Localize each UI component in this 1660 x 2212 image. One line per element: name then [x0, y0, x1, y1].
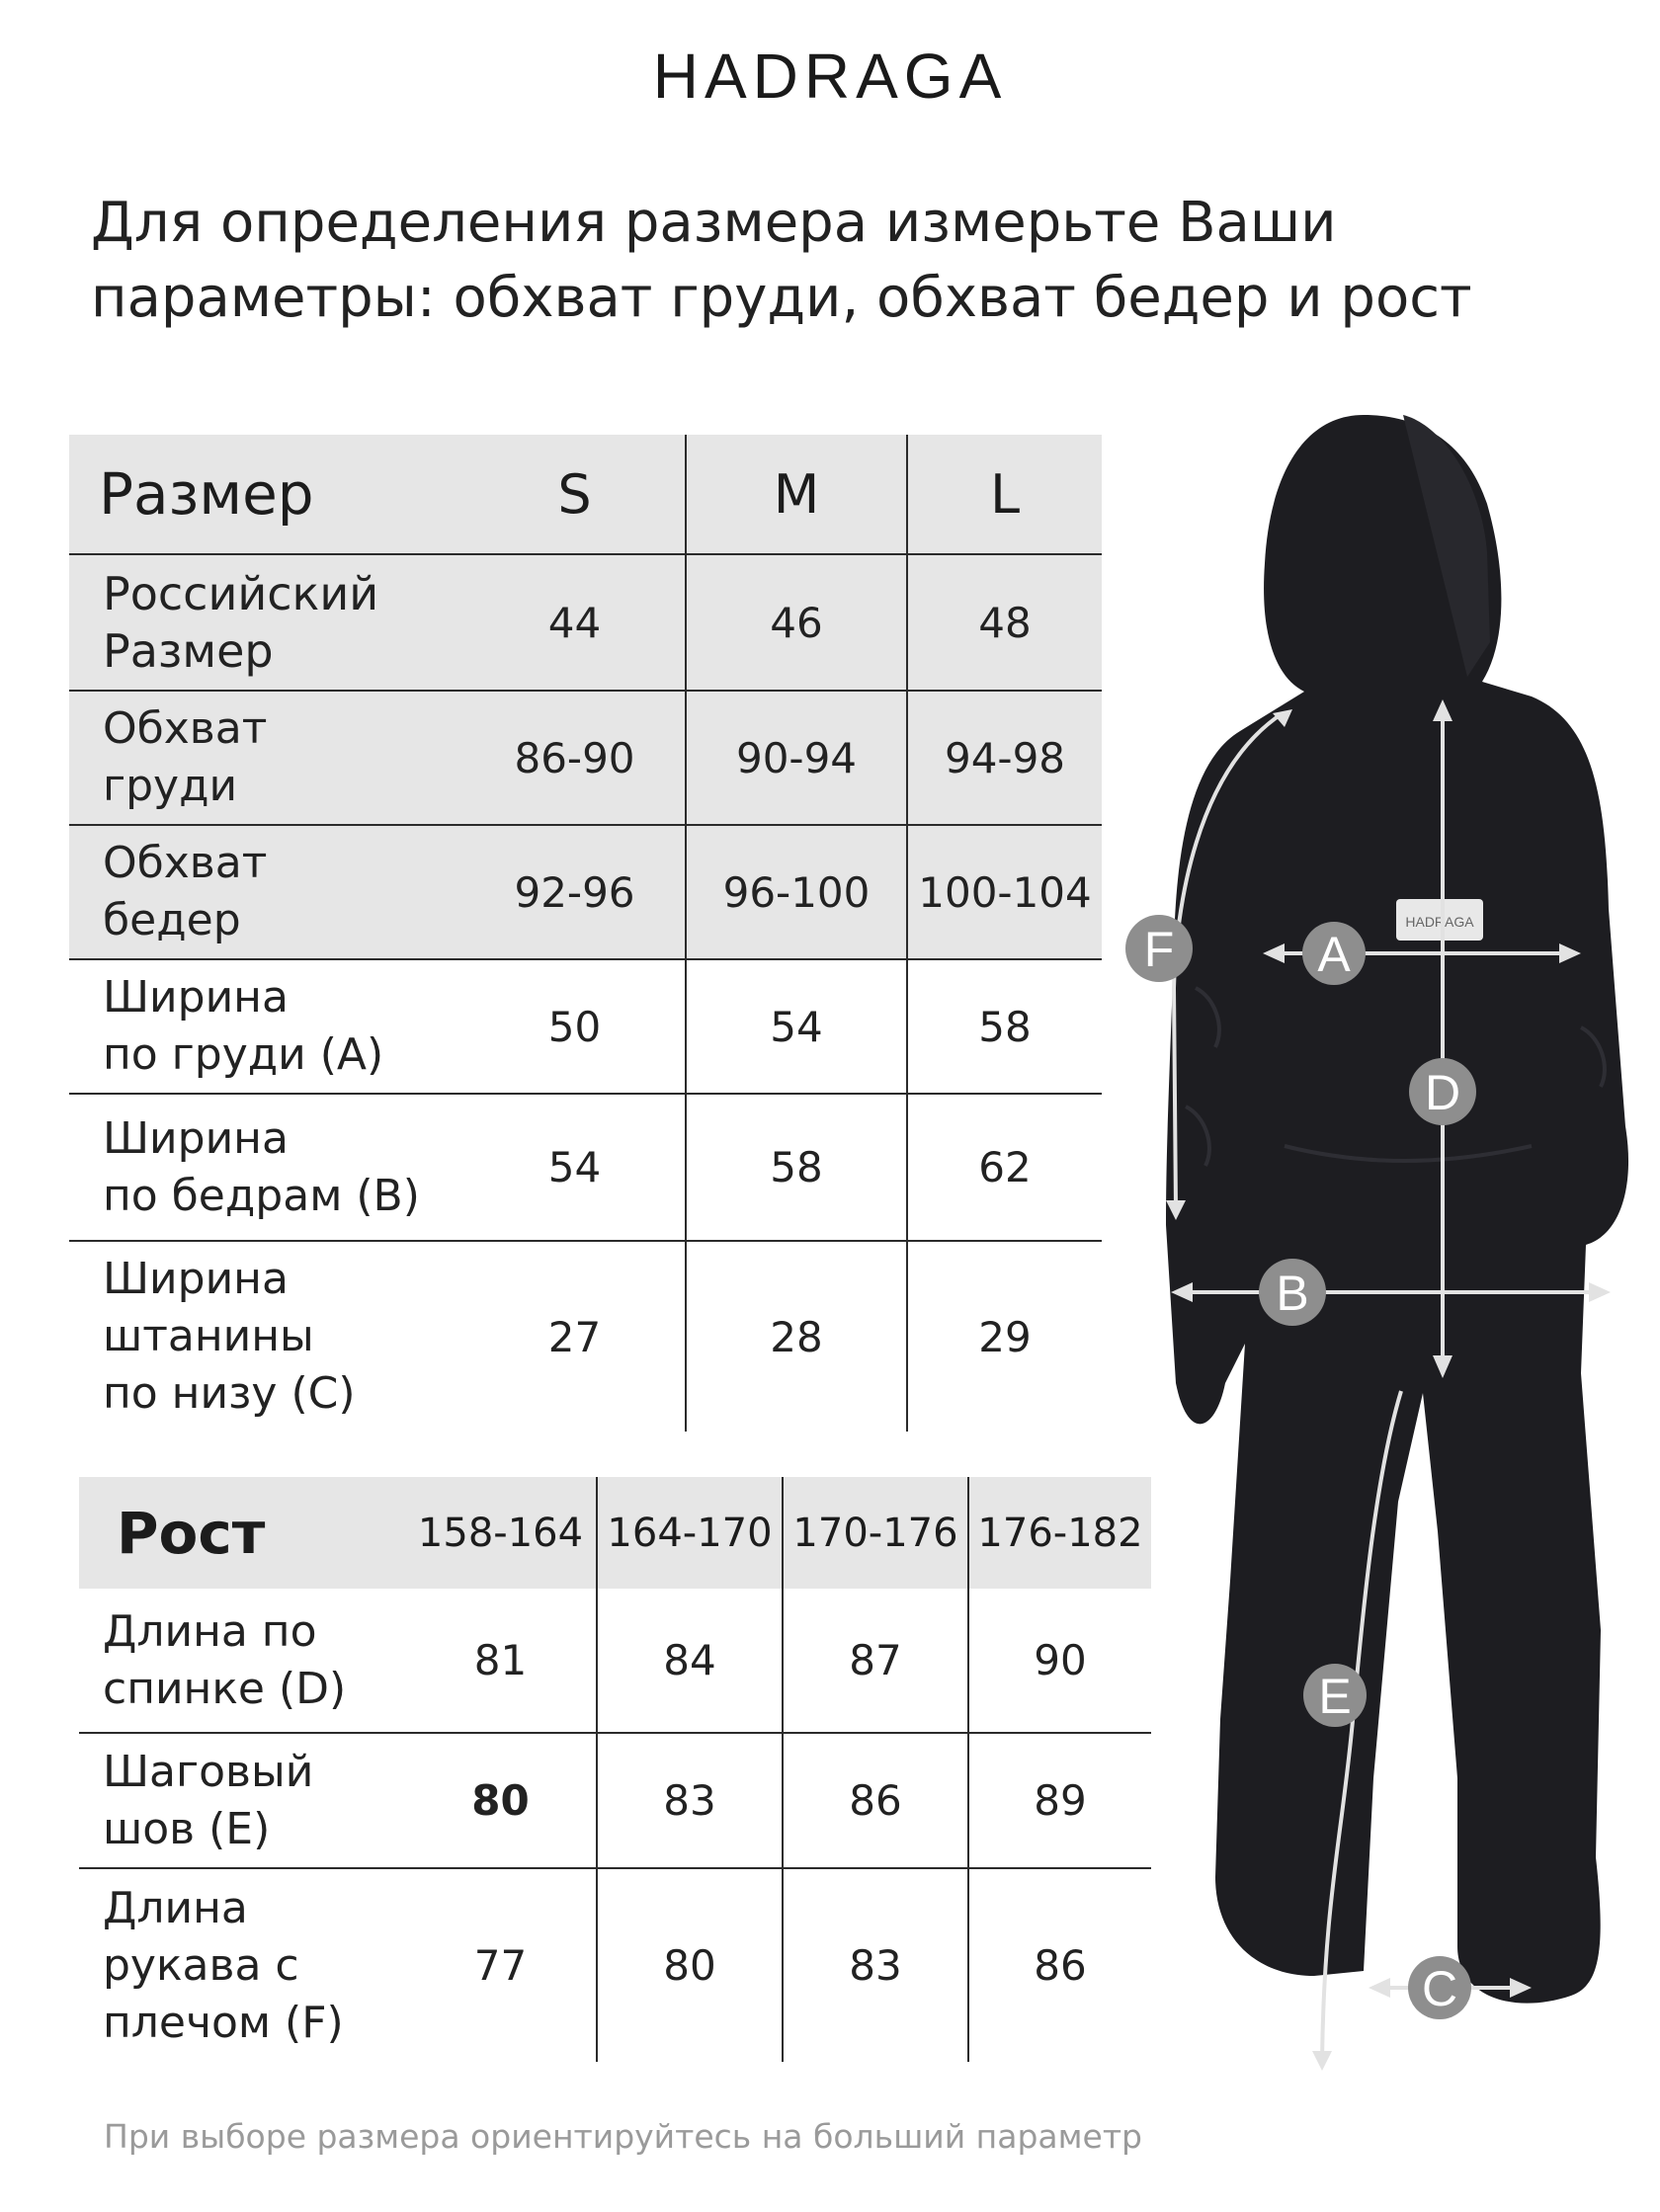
marker-c — [1408, 1956, 1471, 2019]
row-label-line: Шаговый — [103, 1746, 314, 1797]
cell-s: 86-90 — [464, 691, 686, 825]
height-table-wrap — [79, 1477, 1151, 2062]
height-row-sleeve — [79, 1868, 1151, 2062]
row-label-line: плечом (F) — [103, 1997, 344, 2048]
jumpsuit-figure — [1067, 395, 1660, 2094]
row-label-line: Ширина — [103, 1254, 289, 1304]
height-header-col: 158-164 — [405, 1477, 597, 1589]
row-label-line: Размер — [103, 624, 274, 678]
size-header-m: M — [686, 435, 907, 554]
height-cell: 77 — [473, 1941, 528, 1990]
height-cell: 87 — [783, 1589, 968, 1733]
size-header-label: Размер — [69, 435, 464, 554]
cell-s: 44 — [464, 554, 686, 691]
height-cell: 89 — [968, 1733, 1151, 1868]
height-cell: 83 — [597, 1733, 783, 1868]
cell-l: 48 — [907, 554, 1102, 691]
size-row-width-b — [69, 1094, 1102, 1241]
jumpsuit-silhouette — [1166, 415, 1628, 2004]
marker-c-label: C — [1421, 1961, 1458, 2016]
size-table-header-row — [69, 435, 1102, 554]
marker-e-label: E — [1318, 1669, 1352, 1724]
cell-s: 50 — [464, 959, 686, 1094]
cell-m: 58 — [686, 1094, 907, 1241]
row-label-line: Ширина — [103, 1112, 289, 1164]
marker-a — [1302, 922, 1366, 985]
marker-f-label: F — [1143, 922, 1175, 977]
row-label-line: по груди (A) — [103, 1029, 384, 1080]
cell-s: 54 — [464, 1094, 686, 1241]
height-row-inseam — [79, 1733, 1151, 1868]
row-label-line: штанины — [103, 1311, 314, 1361]
cell-l: 58 — [907, 959, 1102, 1094]
row-label — [69, 959, 464, 1094]
size-row-width-a — [69, 959, 1102, 1094]
cell-l: 62 — [907, 1094, 1102, 1241]
cell-m: 96-100 — [686, 825, 907, 959]
cell-m: 46 — [686, 554, 907, 691]
marker-d-label: D — [1424, 1065, 1461, 1120]
height-cell: 83 — [783, 1868, 968, 2062]
row-label-line: Ширина — [103, 972, 289, 1023]
marker-d — [1409, 1058, 1476, 1125]
row-label-line: рукава с — [103, 1939, 299, 1991]
marker-b-label: B — [1276, 1266, 1309, 1321]
size-table-wrap — [69, 435, 1102, 1432]
row-label — [79, 1589, 405, 1733]
height-cell: 86 — [783, 1733, 968, 1868]
size-row-ru — [69, 554, 1102, 691]
footer-note: При выборе размера ориентируйтесь на больший параметр — [104, 2117, 1143, 2156]
row-label — [69, 825, 464, 959]
row-label-line: по бедрам (B) — [103, 1170, 420, 1221]
jacket-badge — [1396, 899, 1483, 941]
height-header-label: Рост — [79, 1477, 405, 1589]
size-row-hips — [69, 825, 1102, 959]
height-header-col: 176-182 — [968, 1477, 1151, 1589]
row-label — [69, 554, 464, 691]
row-label-line: шов (E) — [103, 1803, 271, 1854]
row-label — [79, 1733, 405, 1868]
height-cell: 80 — [597, 1868, 783, 2062]
badge-text: HADRAGA — [1405, 914, 1474, 930]
size-header-l: L — [907, 435, 1102, 554]
height-cell: 90 — [968, 1589, 1151, 1733]
cell-l: 29 — [907, 1241, 1102, 1432]
row-label-line: Обхват — [103, 838, 268, 888]
headline-line-2: параметры: обхват груди, обхват бедер и рост — [91, 266, 1472, 330]
row-label — [69, 691, 464, 825]
row-label-line: Длина — [103, 1882, 248, 1933]
height-cell: 80 — [405, 1733, 597, 1868]
cell-m: 54 — [686, 959, 907, 1094]
height-header-col: 170-176 — [783, 1477, 968, 1589]
cell-s: 92-96 — [464, 825, 686, 959]
row-label-line: спинке (D) — [103, 1663, 347, 1714]
row-label-line: Российский — [103, 567, 379, 620]
row-label — [69, 1094, 464, 1241]
cell-l: 94-98 — [907, 691, 1102, 825]
cell-m: 90-94 — [686, 691, 907, 825]
size-row-chest — [69, 691, 1102, 825]
size-row-width-c — [69, 1241, 1102, 1432]
row-label — [69, 1241, 464, 1432]
height-row-back-length — [79, 1589, 1151, 1733]
size-header-s: S — [464, 435, 686, 554]
cell-s: 27 — [547, 1312, 602, 1361]
marker-e — [1303, 1664, 1367, 1727]
marker-f — [1125, 915, 1193, 982]
cell-m: 28 — [686, 1241, 907, 1432]
headline-line-1: Для определения размера измерьте Ваши — [91, 191, 1337, 255]
marker-a-label: A — [1317, 927, 1351, 982]
marker-b — [1259, 1259, 1326, 1326]
height-cell: 84 — [597, 1589, 783, 1733]
height-cell: 81 — [405, 1589, 597, 1733]
height-header-col: 164-170 — [597, 1477, 783, 1589]
height-table-header-row — [79, 1477, 1151, 1589]
size-table-grid — [69, 435, 1102, 1432]
row-label-line: бедер — [103, 895, 241, 945]
height-cell: 86 — [968, 1868, 1151, 2062]
cell-l: 100-104 — [907, 825, 1102, 959]
row-label — [79, 1868, 405, 2062]
row-label-line: Обхват — [103, 703, 268, 754]
row-label-line: Длина по — [103, 1605, 317, 1657]
row-label-line: груди — [103, 761, 238, 811]
brand-logo: HADRAGA — [652, 41, 1008, 112]
height-table — [79, 1477, 1151, 2062]
row-label-line: по низу (C) — [103, 1368, 356, 1419]
page-headline — [91, 186, 1593, 336]
